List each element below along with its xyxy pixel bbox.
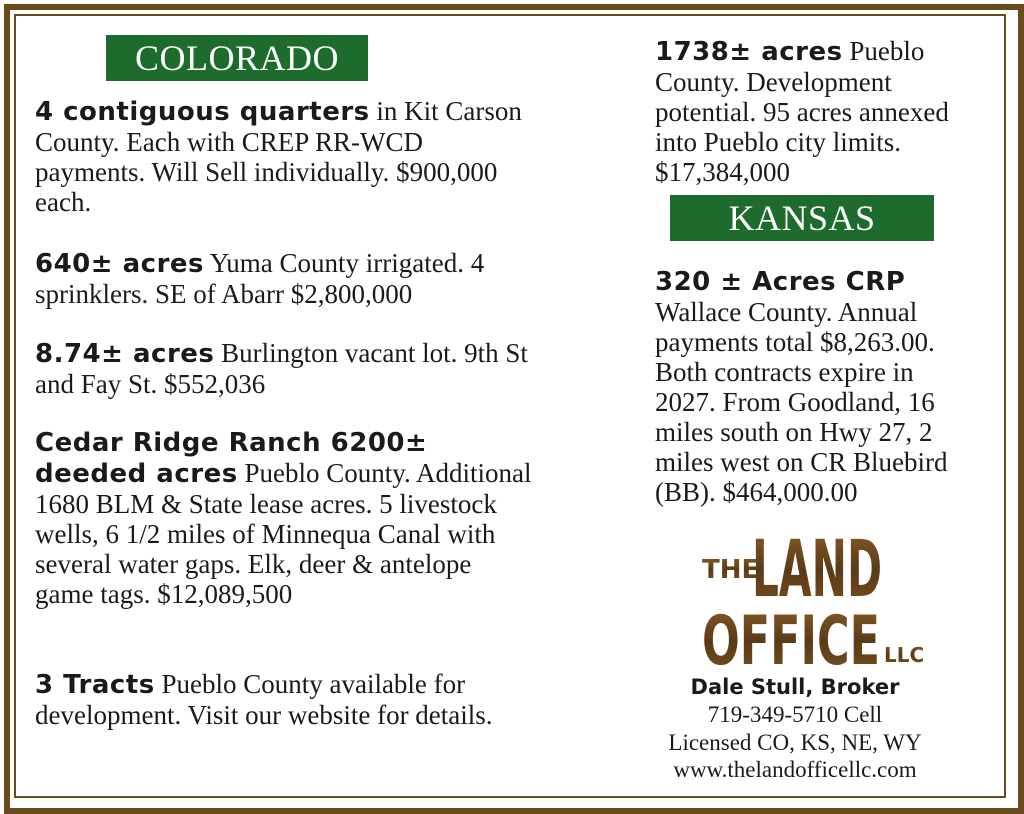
listing-title: 1738± acres bbox=[655, 37, 843, 67]
listing-title: 4 contiguous quarters bbox=[35, 97, 370, 127]
website-link[interactable]: www.thelandofficellc.com bbox=[673, 757, 917, 782]
listing-colorado-6 bbox=[655, 36, 995, 187]
listing-colorado-5 bbox=[35, 669, 535, 730]
logo-llc-text: LLC bbox=[884, 643, 925, 667]
listing-title: 640± acres bbox=[35, 249, 204, 279]
license-info: Licensed CO, KS, NE, WY bbox=[668, 730, 922, 755]
listing-body: in Kit Carson County. Each with CREP RR-WCD payments. Will Sell individually. $900,000 each. bbox=[35, 96, 522, 217]
phone-number: 719-349-5710 Cell bbox=[707, 702, 883, 727]
broker-name: Dale Stull, Broker bbox=[690, 675, 900, 699]
kansas-heading: KANSAS bbox=[670, 195, 934, 241]
listing-body: Burlington vacant lot. 9th St and Fay St. $552,036 bbox=[35, 338, 528, 399]
listing-colorado-2 bbox=[35, 248, 535, 309]
listing-title: 3 Tracts bbox=[35, 670, 155, 700]
listing-title: 8.74± acres bbox=[35, 339, 215, 369]
listing-body: Pueblo County. Additional 1680 BLM & State lease acres. 5 livestock wells, 6 1/2 miles of Minnequa Canal with several water gaps. Elk, deer & antelope game tags. $12,089,500 bbox=[35, 458, 532, 609]
listing-body: Pueblo County. Development potential. 95 acres annexed into Pueblo city limits. $17,384,000 bbox=[655, 36, 949, 187]
colorado-heading: COLORADO bbox=[106, 35, 368, 81]
logo-the-text: THE bbox=[702, 555, 760, 585]
listing-title: Cedar Ridge Ranch 6200± deeded acres bbox=[35, 428, 428, 489]
listing-kansas-1 bbox=[655, 266, 975, 507]
listing-colorado-1 bbox=[35, 96, 535, 217]
listing-title: 320 ± Acres CRP bbox=[655, 267, 906, 297]
logo-office-text: OFFICE bbox=[702, 602, 880, 676]
listing-body: Wallace County. Annual payments total $8,263.00. Both contracts expire in 2027. From Goodland, 16 miles south on Hwy 27, 2 miles west on CR Bluebird (BB). $464,000.00 bbox=[655, 297, 948, 507]
listing-body: Yuma County irrigated. 4 sprinklers. SE of Abarr $2,800,000 bbox=[35, 248, 485, 309]
logo-land-text: LAND bbox=[752, 525, 882, 615]
listing-colorado-4 bbox=[35, 427, 535, 609]
listing-body: Pueblo County available for development. Visit our website for details. bbox=[35, 669, 493, 730]
listing-colorado-3 bbox=[35, 338, 535, 399]
land-office-logo bbox=[700, 516, 930, 676]
